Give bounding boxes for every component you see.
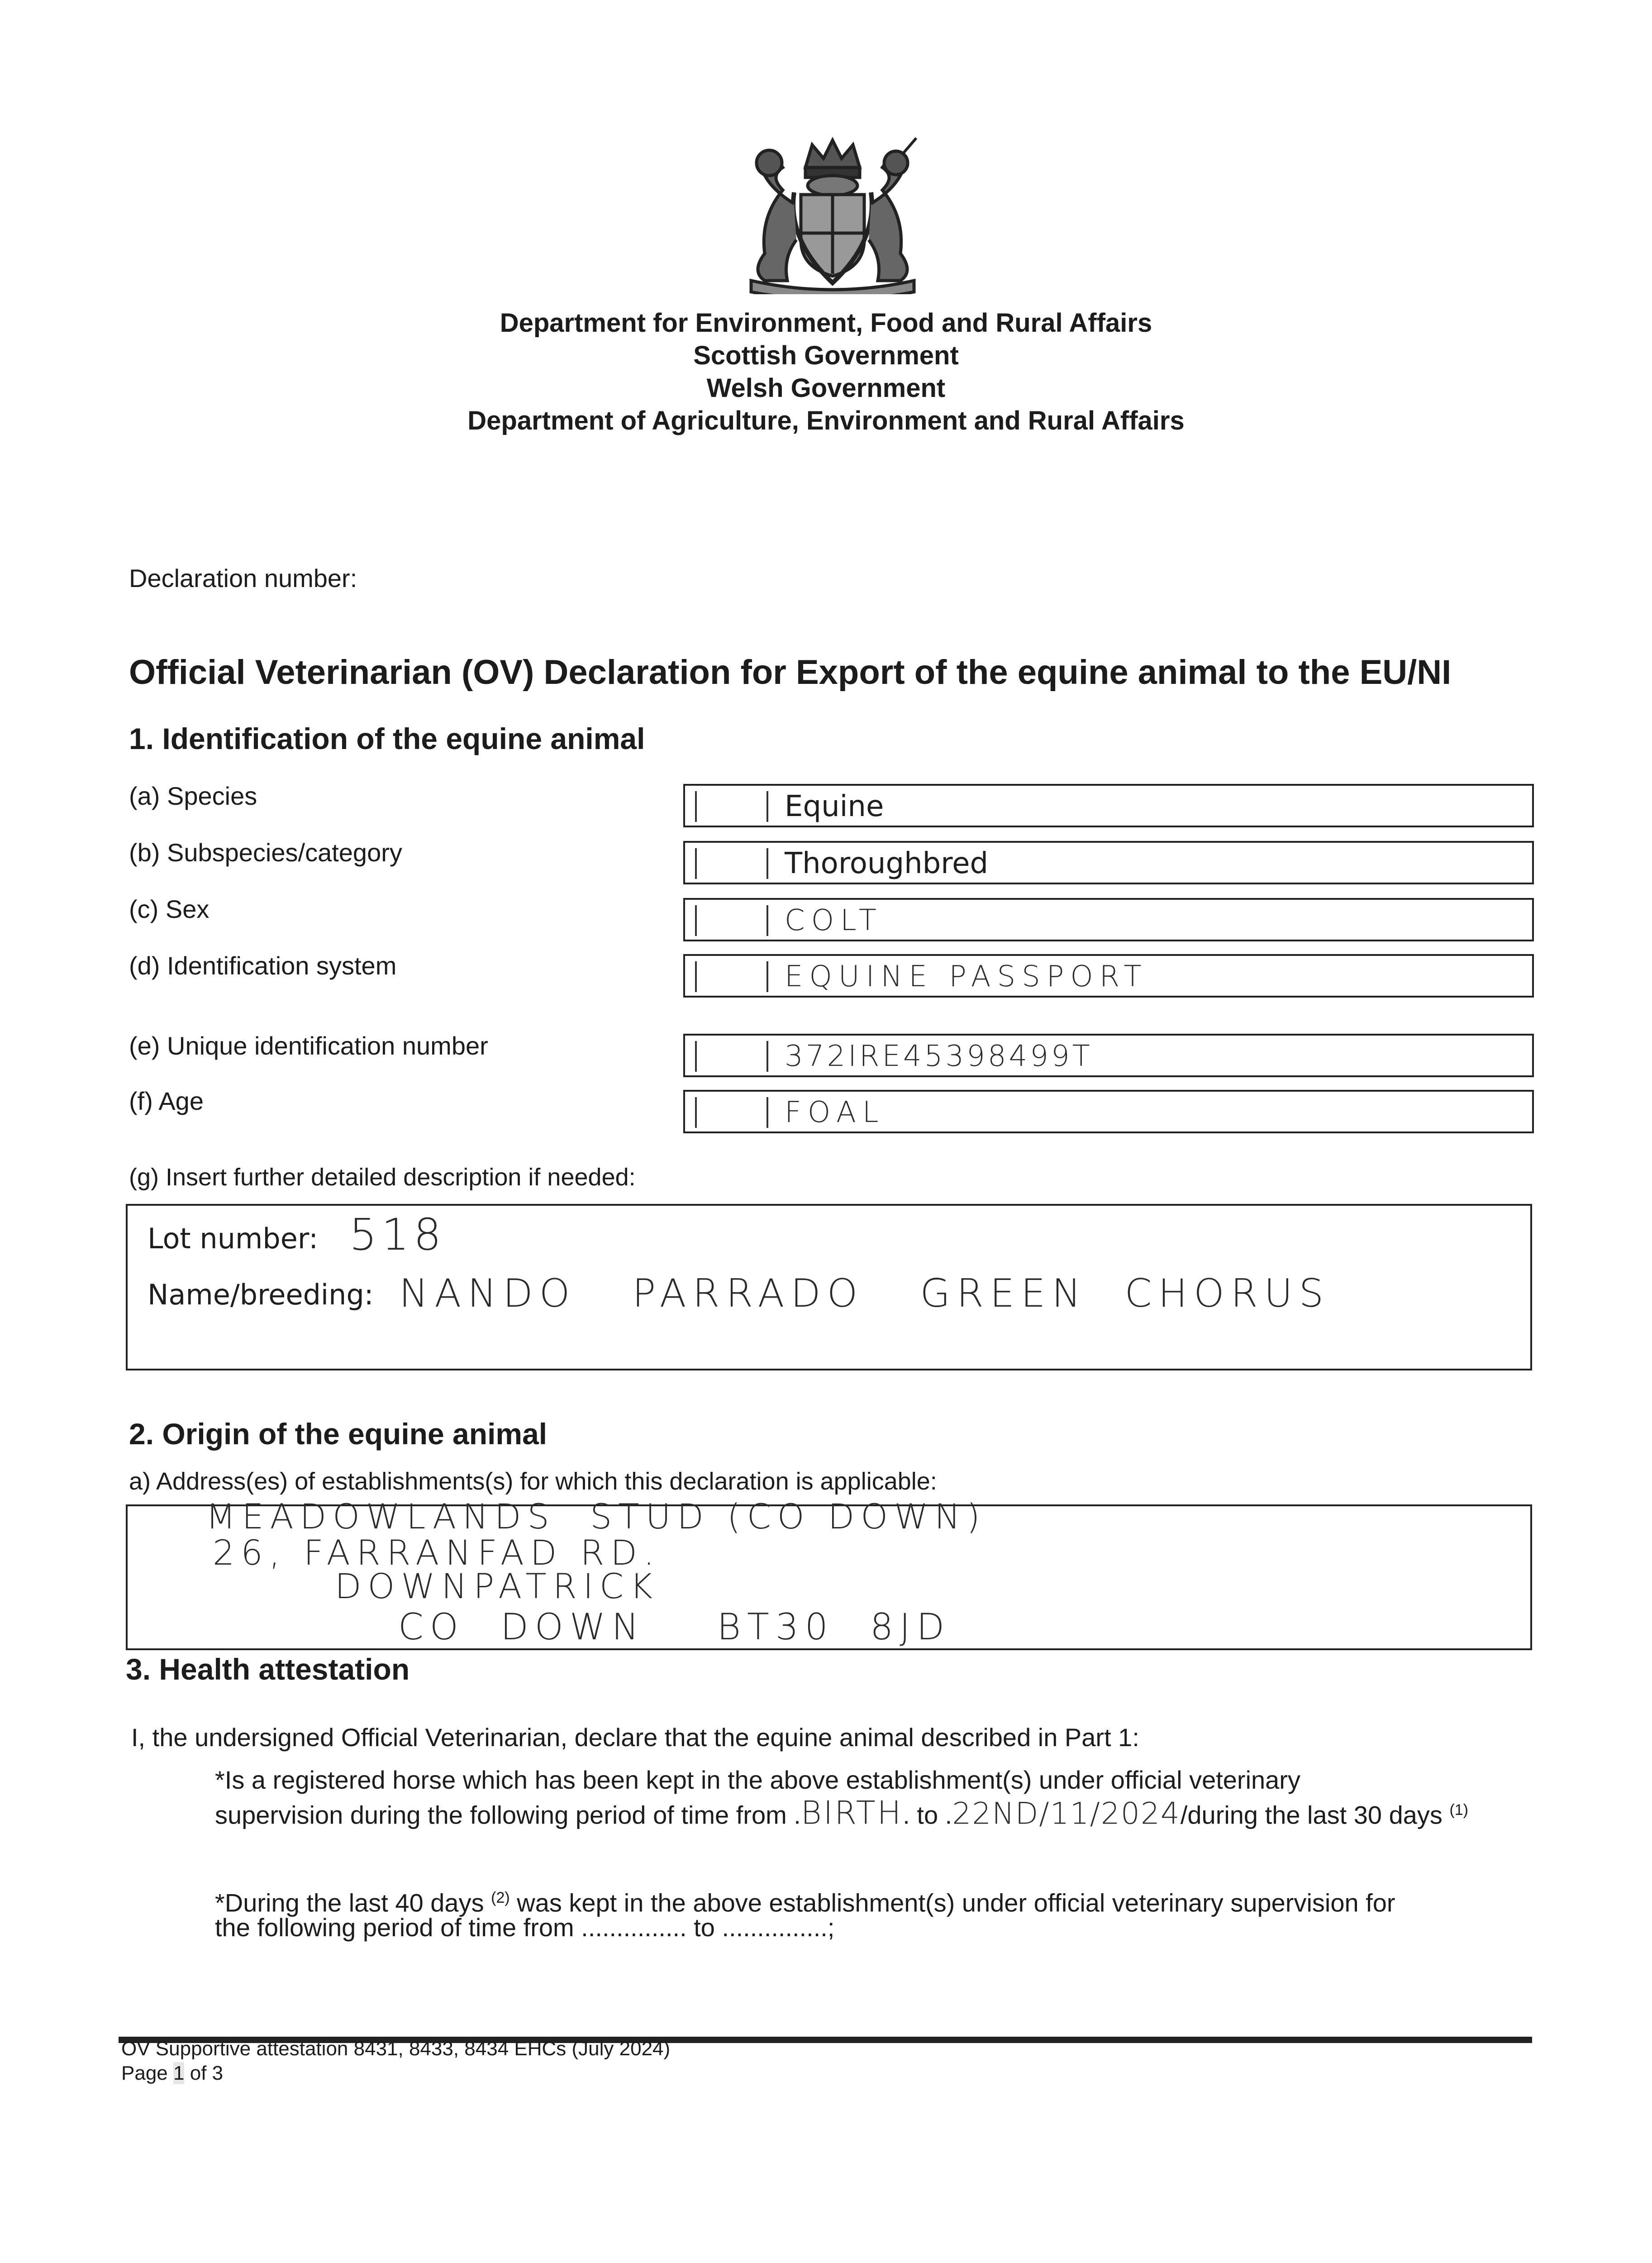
department-line: Scottish Government	[693, 341, 959, 370]
para1-text-a: supervision during the following period of time from .	[215, 1800, 801, 1829]
attestation-para2-line2: the following period of time from ............... to ...............;	[215, 1913, 835, 1942]
lot-number-label: Lot number:	[148, 1222, 319, 1255]
further-description-label: (g) Insert further detailed description if needed:	[129, 1164, 636, 1191]
age-label: (f) Age	[129, 1087, 204, 1115]
sex-field[interactable]	[683, 898, 1534, 941]
department-line: Department for Environment, Food and Rural Affairs	[500, 308, 1152, 338]
unique-id-label: (e) Unique identification number	[129, 1031, 488, 1060]
attestation-para1-line1: *Is a registered horse which has been kept in the above establishment(s) under official veterinary	[215, 1766, 1300, 1794]
unique-id-field[interactable]	[683, 1034, 1534, 1077]
sex-label: (c) Sex	[129, 895, 209, 923]
page-label: Page	[121, 2062, 168, 2084]
declaration-number-label: Declaration number:	[129, 564, 357, 592]
sex-value: COLT	[785, 904, 883, 937]
address-label: a) Address(es) of establishments(s) for which this declaration is applicable:	[129, 1468, 937, 1495]
footer-attestation: OV Supportive attestation 8431, 8433, 8434 EHCs (July 2024)	[121, 2038, 671, 2060]
unique-id-value: 372IRE45398499T	[785, 1040, 1093, 1073]
name-breeding-value: NANDO PARRADO GREEN CHORUS	[399, 1271, 1330, 1316]
para2-text-b: was kept in the above establishment(s) under official veterinary supervision for	[517, 1888, 1395, 1917]
para1-text-c: /during the last 30 days	[1180, 1800, 1443, 1829]
address-line: CO DOWN BT30 8JD	[398, 1606, 951, 1648]
page-total: of 3	[190, 2062, 224, 2084]
department-line: Welsh Government	[706, 373, 946, 403]
para2-text-a: *During the last 40 days	[215, 1888, 484, 1917]
further-description-box[interactable]	[126, 1204, 1532, 1370]
address-line: DOWNPATRICK	[335, 1566, 659, 1606]
address-line: 26, FARRANFAD RD.	[213, 1533, 661, 1573]
species-field[interactable]	[683, 784, 1534, 827]
page-title: Official Veterinarian (OV) Declaration for Export of the equine animal to the EU/NI	[129, 653, 1452, 692]
age-field[interactable]	[683, 1090, 1534, 1133]
section3-heading: 3. Health attestation	[126, 1652, 410, 1686]
department-line: Department of Agriculture, Environment and Rural Affairs	[467, 406, 1185, 435]
identification-system-field[interactable]	[683, 954, 1534, 998]
footnote-marker: (1)	[1449, 1801, 1468, 1819]
species-label: (a) Species	[129, 782, 257, 810]
subspecies-field[interactable]	[683, 841, 1534, 884]
attestation-para1-line2	[215, 1795, 1468, 1830]
subspecies-value: Thoroughbred	[785, 847, 989, 880]
period-to-value: 22ND/11/2024	[952, 1796, 1181, 1831]
subspecies-label: (b) Subspecies/category	[129, 838, 402, 867]
address-line: MEADOWLANDS STUD (CO DOWN)	[206, 1496, 986, 1537]
footnote-marker: (2)	[491, 1889, 510, 1906]
lot-number-value: 518	[349, 1209, 446, 1260]
royal-coat-of-arms-icon	[733, 136, 932, 294]
name-breeding-label: Name/breeding:	[148, 1278, 374, 1311]
footer-page	[121, 2062, 223, 2085]
para1-text-b: . to .	[903, 1800, 952, 1829]
attestation-intro: I, the undersigned Official Veterinarian, declare that the equine animal described in Part 1:	[131, 1723, 1139, 1752]
period-from-value: BIRTH	[800, 1794, 903, 1832]
identification-system-label: (d) Identification system	[129, 951, 397, 980]
identification-system-value: EQUINE PASSPORT	[785, 960, 1148, 993]
section2-heading: 2. Origin of the equine animal	[129, 1417, 547, 1451]
species-value: Equine	[785, 790, 884, 823]
page-number: 1	[173, 2062, 185, 2084]
age-value: FOAL	[785, 1096, 885, 1129]
section1-heading: 1. Identification of the equine animal	[129, 722, 645, 755]
